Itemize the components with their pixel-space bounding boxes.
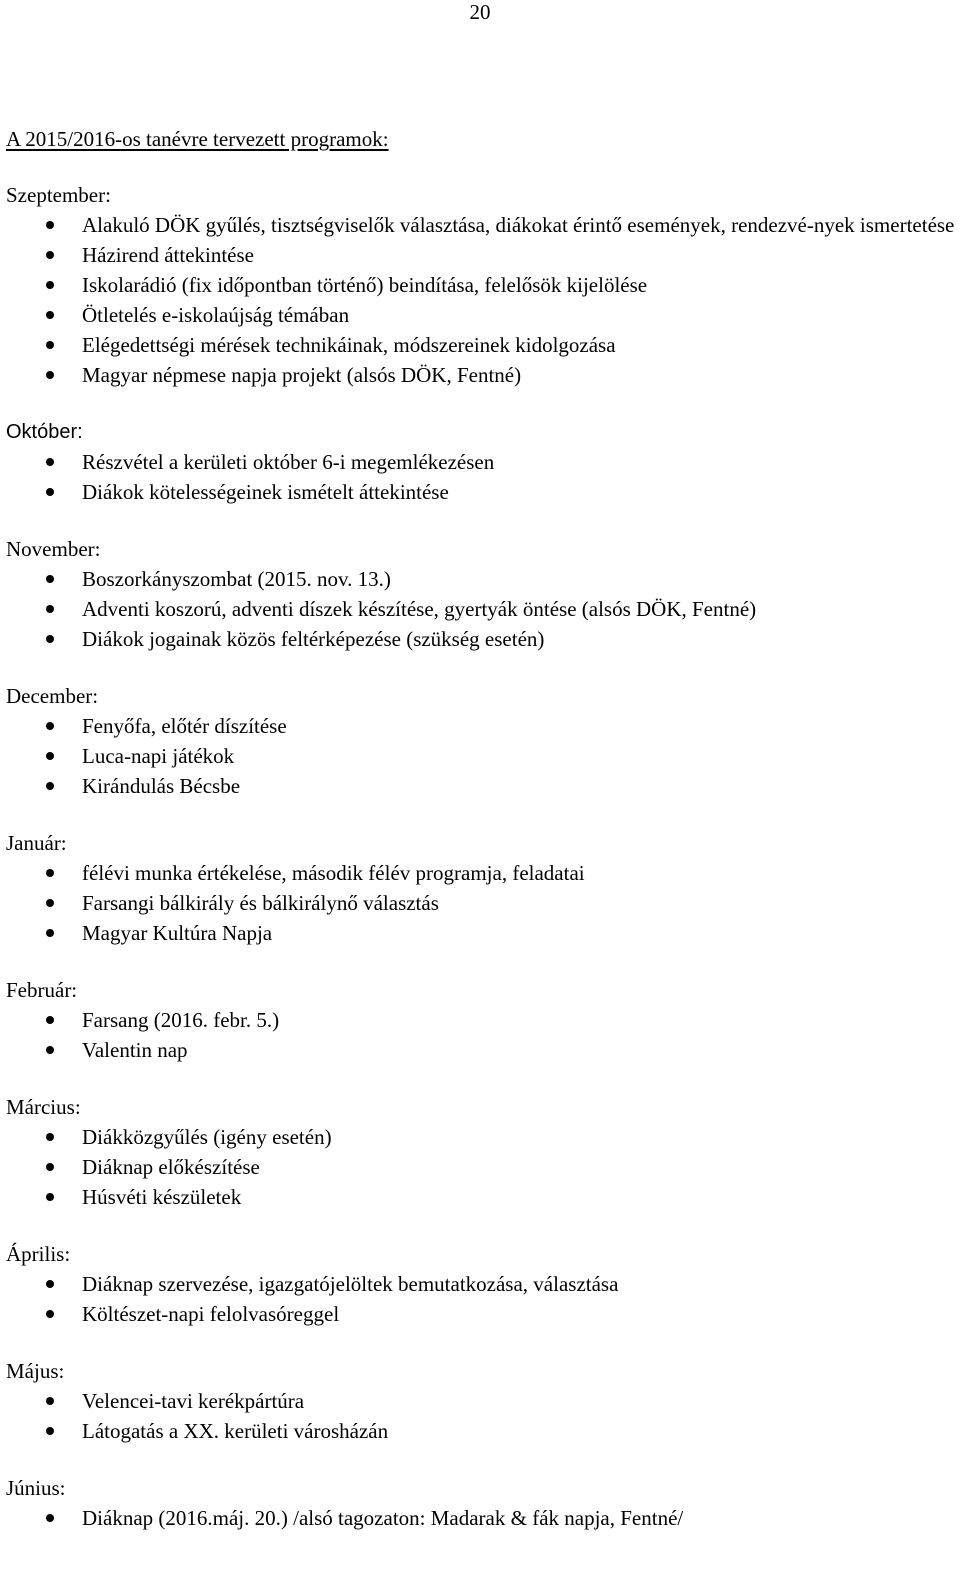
program-item — [6, 1386, 956, 1416]
program-item-text: Diákok kötelességeinek ismételt áttekintése — [82, 480, 449, 504]
program-items — [6, 210, 956, 390]
program-item — [6, 918, 956, 948]
program-item — [6, 1152, 956, 1182]
program-item-text: Ötletelés e-iskolaújság témában — [82, 303, 350, 327]
program-item-text: Luca-napi játékok — [82, 744, 235, 768]
bullet-icon — [46, 341, 54, 349]
program-items — [6, 1005, 956, 1065]
bullet-icon — [46, 575, 54, 583]
month-label: Január: — [6, 831, 67, 855]
document-title: A 2015/2016-os tanévre tervezett programok: — [6, 127, 389, 151]
program-item — [6, 477, 956, 507]
bullet-icon — [46, 1046, 54, 1054]
program-item-text: Fenyőfa, előtér díszítése — [82, 714, 287, 738]
program-item — [6, 624, 956, 654]
bullet-icon — [46, 1133, 54, 1141]
program-items — [6, 858, 956, 948]
program-item — [6, 300, 956, 330]
bullet-icon — [46, 1427, 54, 1435]
bullet-icon — [46, 251, 54, 259]
program-item-text: Magyar Kultúra Napja — [82, 921, 273, 945]
month-label: Május: — [6, 1359, 65, 1383]
bullet-icon — [46, 1193, 54, 1201]
program-item-text: Alakuló DÖK gyűlés, tisztségviselők választása, diákokat érintő események, rendezvé-nyek ismertetése — [82, 213, 955, 237]
bullet-icon — [46, 869, 54, 877]
program-item — [6, 1005, 956, 1035]
bullet-icon — [46, 605, 54, 613]
program-item-text: Diáknap (2016.máj. 20.) /alsó tagozaton: Madarak & fák napja, Fentné/ — [82, 1506, 684, 1530]
program-item — [6, 564, 956, 594]
program-item — [6, 1122, 956, 1152]
bullet-icon — [46, 1514, 54, 1522]
month-section-december — [6, 681, 956, 801]
program-item-text: Diáknap előkészítése — [82, 1155, 260, 1179]
program-item-text: Diákok jogainak közös feltérképezése (szükség esetén) — [82, 627, 545, 651]
program-item — [6, 741, 956, 771]
bullet-icon — [46, 1397, 54, 1405]
program-item-text: Házirend áttekintése — [82, 243, 254, 267]
month-label: Február: — [6, 978, 78, 1002]
program-items — [6, 564, 956, 654]
program-item-text: Diáknap szervezése, igazgatójelöltek bemutatkozása, választása — [82, 1272, 619, 1296]
bullet-icon — [46, 899, 54, 907]
program-item — [6, 1182, 956, 1212]
program-item-text: Elégedettségi mérések technikáinak, módszereinek kidolgozása — [82, 333, 616, 357]
month-section-majus — [6, 1356, 956, 1446]
program-item-text: félévi munka értékelése, második félév programja, feladatai — [82, 861, 585, 885]
program-item — [6, 771, 956, 801]
month-label: Június: — [6, 1476, 66, 1500]
program-item-text: Diákközgyűlés (igény esetén) — [82, 1125, 332, 1149]
program-item-text: Részvétel a kerületi október 6-i megemlékezésen — [82, 450, 495, 474]
program-item-text: Farsang (2016. febr. 5.) — [82, 1008, 280, 1032]
program-item — [6, 1503, 956, 1533]
bullet-icon — [46, 281, 54, 289]
program-list — [6, 180, 956, 1560]
month-section-junius — [6, 1473, 956, 1533]
bullet-icon — [46, 752, 54, 760]
bullet-icon — [46, 221, 54, 229]
month-label: November: — [6, 537, 101, 561]
month-section-januar — [6, 828, 956, 948]
program-item-text: Költészet-napi felolvasóreggel — [82, 1302, 340, 1326]
program-item-text: Iskolarádió (fix időpontban történő) beindítása, felelősök kijelölése — [82, 273, 648, 297]
bullet-icon — [46, 1163, 54, 1171]
program-item-text: Magyar népmese napja projekt (alsós DÖK, Fentné) — [82, 363, 522, 387]
program-items — [6, 1122, 956, 1212]
program-item — [6, 330, 956, 360]
program-item-text: Látogatás a XX. kerületi városházán — [82, 1419, 389, 1443]
program-item — [6, 1269, 956, 1299]
program-item-text: Farsangi bálkirály és bálkirálynő választás — [82, 891, 439, 915]
program-item — [6, 888, 956, 918]
program-item-text: Valentin nap — [82, 1038, 188, 1062]
bullet-icon — [46, 1016, 54, 1024]
month-section-februar — [6, 975, 956, 1065]
program-item — [6, 594, 956, 624]
program-item — [6, 360, 956, 390]
program-items — [6, 1503, 956, 1533]
month-label: Március: — [6, 1095, 81, 1119]
program-item — [6, 447, 956, 477]
program-items — [6, 1269, 956, 1329]
bullet-icon — [46, 488, 54, 496]
program-item-text: Kirándulás Bécsbe — [82, 774, 241, 798]
month-label: Szeptember: — [6, 183, 111, 207]
program-items — [6, 447, 956, 507]
page-number: 20 — [469, 0, 491, 24]
bullet-icon — [46, 371, 54, 379]
program-item — [6, 270, 956, 300]
bullet-icon — [46, 782, 54, 790]
program-item-text: Húsvéti készületek — [82, 1185, 242, 1209]
bullet-icon — [46, 458, 54, 466]
month-section-szeptember — [6, 180, 956, 390]
program-item — [6, 1299, 956, 1329]
program-items — [6, 1386, 956, 1446]
month-section-november — [6, 534, 956, 654]
month-section-marcius — [6, 1092, 956, 1212]
bullet-icon — [46, 311, 54, 319]
bullet-icon — [46, 722, 54, 730]
program-items — [6, 711, 956, 801]
month-section-aprilis — [6, 1239, 956, 1329]
bullet-icon — [46, 1310, 54, 1318]
program-item-text: Adventi koszorú, adventi díszek készítése, gyertyák öntése (alsós DÖK, Fentné) — [82, 597, 757, 621]
program-item-text: Boszorkányszombat (2015. nov. 13.) — [82, 567, 391, 591]
month-label: Október: — [6, 421, 83, 443]
bullet-icon — [46, 1280, 54, 1288]
program-item — [6, 240, 956, 270]
bullet-icon — [46, 635, 54, 643]
program-item — [6, 1416, 956, 1446]
program-item-text: Velencei-tavi kerékpártúra — [82, 1389, 305, 1413]
program-item — [6, 858, 956, 888]
month-label: December: — [6, 684, 99, 708]
month-section-oktober — [6, 417, 956, 507]
program-item — [6, 1035, 956, 1065]
program-item — [6, 711, 956, 741]
bullet-icon — [46, 929, 54, 937]
program-item — [6, 210, 956, 240]
month-label: Április: — [6, 1242, 71, 1266]
